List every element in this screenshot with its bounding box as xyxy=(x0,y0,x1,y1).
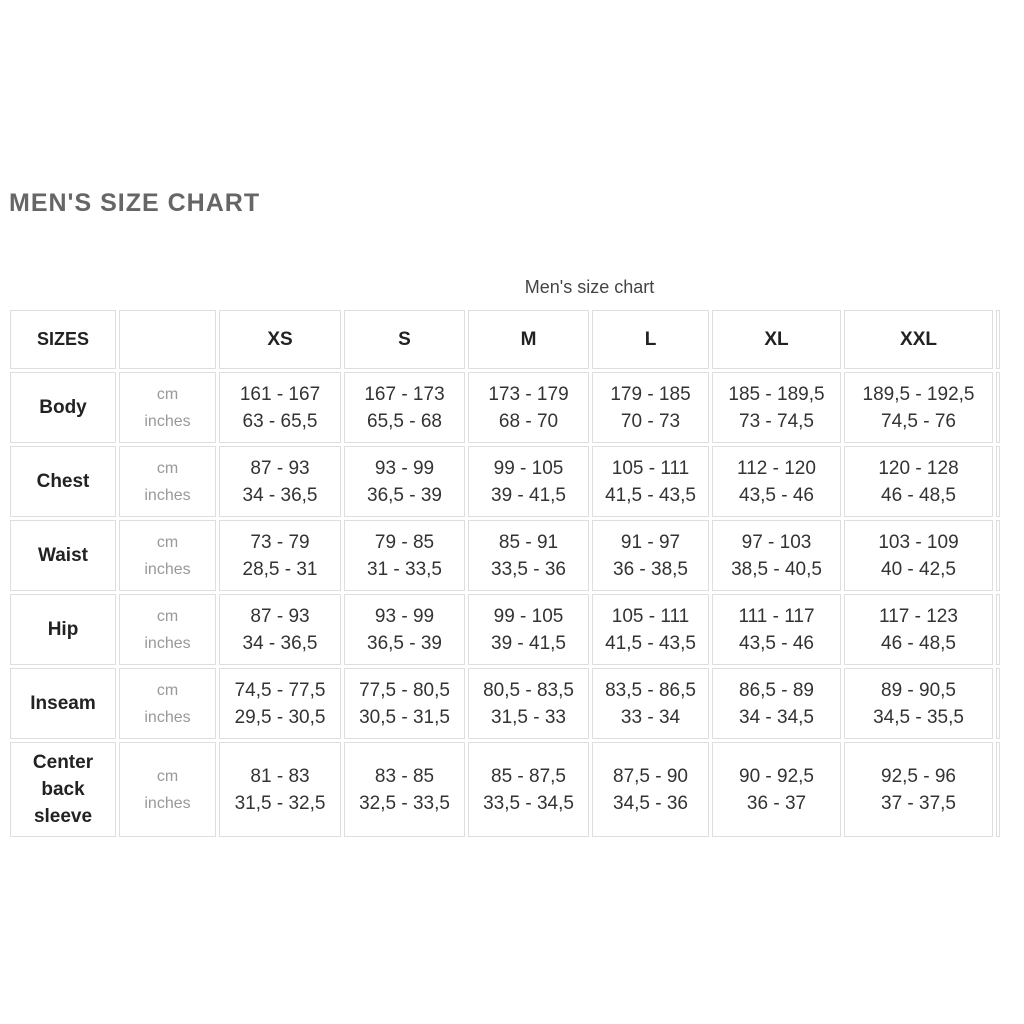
size-chart-table xyxy=(7,307,1003,840)
value-cell-m xyxy=(468,742,589,837)
cm-unit: cm xyxy=(156,459,179,477)
inches-value: 34,5 - 35,5 xyxy=(873,706,964,728)
size-header-l: L xyxy=(592,310,709,369)
inches-value: 63 - 65,5 xyxy=(242,410,318,432)
inches-value: 65,5 - 68 xyxy=(367,410,442,432)
value-cell-m xyxy=(468,668,589,739)
cm-value: 167 - 173 xyxy=(364,383,445,405)
value-cell-xl xyxy=(712,594,841,665)
size-header-extra xyxy=(996,310,1000,369)
inches-value: 36,5 - 39 xyxy=(367,484,442,506)
inches-value: 41,5 - 43,5 xyxy=(605,632,696,654)
inches-value: 28,5 - 31 xyxy=(242,558,318,580)
value-cell-m xyxy=(468,594,589,665)
value-cell-xs xyxy=(219,446,341,517)
cm-value: 117 - 123 xyxy=(879,605,958,627)
inches-value: 38,5 - 40,5 xyxy=(731,558,822,580)
inches-value: 43,5 - 46 xyxy=(739,632,814,654)
cm-value: 92,5 - 96 xyxy=(881,765,956,787)
row-label-cell xyxy=(10,742,116,837)
value-cell-l xyxy=(592,742,709,837)
value-cell-m xyxy=(468,446,589,517)
value-cell-xs xyxy=(219,594,341,665)
inches-unit: inches xyxy=(144,634,191,652)
sizes-label: SIZES xyxy=(36,328,89,349)
inches-unit: inches xyxy=(144,412,191,430)
value-cell-xxl xyxy=(844,446,993,517)
inches-value: 36,5 - 39 xyxy=(367,632,442,654)
cm-value: 99 - 105 xyxy=(493,457,564,479)
cm-value: 83,5 - 86,5 xyxy=(605,679,696,701)
cm-unit: cm xyxy=(156,385,179,403)
inches-value: 70 - 73 xyxy=(620,410,681,432)
inches-value: 46 - 48,5 xyxy=(881,484,956,506)
cm-value: 79 - 85 xyxy=(374,531,435,553)
table-caption: Men's size chart xyxy=(524,277,655,297)
value-cell-xxl xyxy=(844,742,993,837)
value-cell-s xyxy=(344,668,465,739)
size-header-s: S xyxy=(344,310,465,369)
inches-value: 31 - 33,5 xyxy=(367,558,442,580)
value-cell-m xyxy=(468,520,589,591)
extra-cell xyxy=(996,520,1000,591)
inches-value: 37 - 37,5 xyxy=(881,792,956,814)
row-label: Center xyxy=(32,752,94,773)
row-label-cell xyxy=(10,520,116,591)
value-cell-xs xyxy=(219,520,341,591)
table-row xyxy=(10,520,1000,591)
inches-value: 33 - 34 xyxy=(620,706,681,728)
value-cell-s xyxy=(344,372,465,443)
inches-value: 46 - 48,5 xyxy=(881,632,956,654)
cm-value: 83 - 85 xyxy=(374,765,435,787)
row-label: Body xyxy=(39,397,87,418)
cm-value: 105 - 111 xyxy=(611,605,690,627)
row-label: Inseam xyxy=(30,693,96,714)
unit-cell xyxy=(119,446,216,517)
unit-cell xyxy=(119,520,216,591)
value-cell-xs xyxy=(219,742,341,837)
unit-cell xyxy=(119,668,216,739)
inches-value: 34,5 - 36 xyxy=(613,792,688,814)
inches-value: 43,5 - 46 xyxy=(739,484,814,506)
row-label-cell xyxy=(10,446,116,517)
value-cell-l xyxy=(592,446,709,517)
value-cell-l xyxy=(592,520,709,591)
inches-value: 30,5 - 31,5 xyxy=(359,706,450,728)
inches-value: 32,5 - 33,5 xyxy=(359,792,450,814)
inches-value: 68 - 70 xyxy=(498,410,559,432)
table-row xyxy=(10,446,1000,517)
value-cell-l xyxy=(592,594,709,665)
value-cell-xxl xyxy=(844,668,993,739)
value-cell-xl xyxy=(712,520,841,591)
cm-value: 77,5 - 80,5 xyxy=(359,679,450,701)
extra-cell xyxy=(996,668,1000,739)
row-label-cell xyxy=(10,372,116,443)
row-label: Chest xyxy=(36,471,90,492)
cm-unit: cm xyxy=(156,681,179,699)
inches-unit: inches xyxy=(144,708,191,726)
value-cell-s xyxy=(344,742,465,837)
cm-value: 105 - 111 xyxy=(611,457,690,479)
cm-value: 179 - 185 xyxy=(610,383,691,405)
inches-unit: inches xyxy=(144,486,191,504)
cm-value: 161 - 167 xyxy=(239,383,321,405)
inches-value: 34 - 36,5 xyxy=(242,632,318,654)
cm-value: 85 - 91 xyxy=(498,531,559,553)
inches-value: 31,5 - 33 xyxy=(491,706,566,728)
row-label-cell xyxy=(10,594,116,665)
table-row xyxy=(10,594,1000,665)
inches-value: 34 - 34,5 xyxy=(739,706,814,728)
size-header-xl: XL xyxy=(712,310,841,369)
unit-header-cell xyxy=(119,310,216,369)
cm-value: 103 - 109 xyxy=(878,531,959,553)
cm-value: 120 - 128 xyxy=(878,457,959,479)
value-cell-xl xyxy=(712,668,841,739)
inches-value: 36 - 37 xyxy=(746,792,807,814)
cm-unit: cm xyxy=(156,533,179,551)
value-cell-l xyxy=(592,372,709,443)
row-label: back xyxy=(41,779,85,800)
cm-value: 173 - 179 xyxy=(488,383,569,405)
inches-value: 41,5 - 43,5 xyxy=(605,484,696,506)
unit-cell xyxy=(119,594,216,665)
row-label: sleeve xyxy=(33,806,93,827)
inches-value: 33,5 - 36 xyxy=(491,558,566,580)
value-cell-s xyxy=(344,520,465,591)
inches-value: 40 - 42,5 xyxy=(881,558,956,580)
value-cell-xl xyxy=(712,446,841,517)
sizes-header-cell xyxy=(10,310,116,369)
cm-value: 189,5 - 192,5 xyxy=(862,383,975,405)
table-header-row xyxy=(10,310,1000,369)
inches-value: 36 - 38,5 xyxy=(613,558,688,580)
value-cell-l xyxy=(592,668,709,739)
cm-value: 97 - 103 xyxy=(741,531,812,553)
cm-value: 73 - 79 xyxy=(250,531,310,553)
row-label-cell xyxy=(10,668,116,739)
size-header-xxl: XXL xyxy=(844,310,993,369)
value-cell-xxl xyxy=(844,594,993,665)
table-row xyxy=(10,372,1000,443)
value-cell-s xyxy=(344,446,465,517)
cm-value: 74,5 - 77,5 xyxy=(234,679,326,701)
inches-value: 33,5 - 34,5 xyxy=(483,792,574,814)
value-cell-xs xyxy=(219,372,341,443)
cm-value: 81 - 83 xyxy=(250,765,310,787)
inches-value: 31,5 - 32,5 xyxy=(234,792,326,814)
inches-value: 29,5 - 30,5 xyxy=(234,706,326,728)
value-cell-m xyxy=(468,372,589,443)
inches-value: 39 - 41,5 xyxy=(491,632,566,654)
cm-value: 90 - 92,5 xyxy=(739,765,814,787)
cm-unit: cm xyxy=(156,767,179,785)
value-cell-xl xyxy=(712,742,841,837)
value-cell-xxl xyxy=(844,520,993,591)
extra-cell xyxy=(996,372,1000,443)
inches-value: 34 - 36,5 xyxy=(242,484,318,506)
extra-cell xyxy=(996,446,1000,517)
cm-value: 86,5 - 89 xyxy=(739,679,814,701)
inches-unit: inches xyxy=(144,560,191,578)
unit-cell xyxy=(119,742,216,837)
unit-cell xyxy=(119,372,216,443)
inches-value: 73 - 74,5 xyxy=(739,410,814,432)
cm-value: 112 - 120 xyxy=(737,457,816,479)
inches-unit: inches xyxy=(144,794,191,812)
cm-value: 93 - 99 xyxy=(374,457,435,479)
value-cell-xxl xyxy=(844,372,993,443)
inches-value: 74,5 - 76 xyxy=(881,410,956,432)
cm-value: 87 - 93 xyxy=(250,605,310,627)
cm-value: 87 - 93 xyxy=(250,457,310,479)
cm-value: 91 - 97 xyxy=(620,531,681,553)
inches-value: 39 - 41,5 xyxy=(491,484,566,506)
table-row xyxy=(10,742,1000,837)
extra-cell xyxy=(996,594,1000,665)
cm-value: 87,5 - 90 xyxy=(613,765,688,787)
row-label: Waist xyxy=(38,545,88,566)
cm-value: 80,5 - 83,5 xyxy=(483,679,574,701)
value-cell-xs xyxy=(219,668,341,739)
value-cell-s xyxy=(344,594,465,665)
table-row xyxy=(10,668,1000,739)
row-label: Hip xyxy=(47,619,79,640)
extra-cell xyxy=(996,742,1000,837)
cm-value: 111 - 117 xyxy=(738,605,815,627)
size-header-m: M xyxy=(468,310,589,369)
cm-value: 85 - 87,5 xyxy=(491,765,566,787)
cm-value: 99 - 105 xyxy=(493,605,564,627)
cm-value: 93 - 99 xyxy=(374,605,435,627)
value-cell-xl xyxy=(712,372,841,443)
cm-unit: cm xyxy=(156,607,179,625)
cm-value: 185 - 189,5 xyxy=(728,383,825,405)
size-header-xs: XS xyxy=(219,310,341,369)
page-title: MEN'S SIZE CHART xyxy=(9,189,261,217)
cm-value: 89 - 90,5 xyxy=(881,679,956,701)
